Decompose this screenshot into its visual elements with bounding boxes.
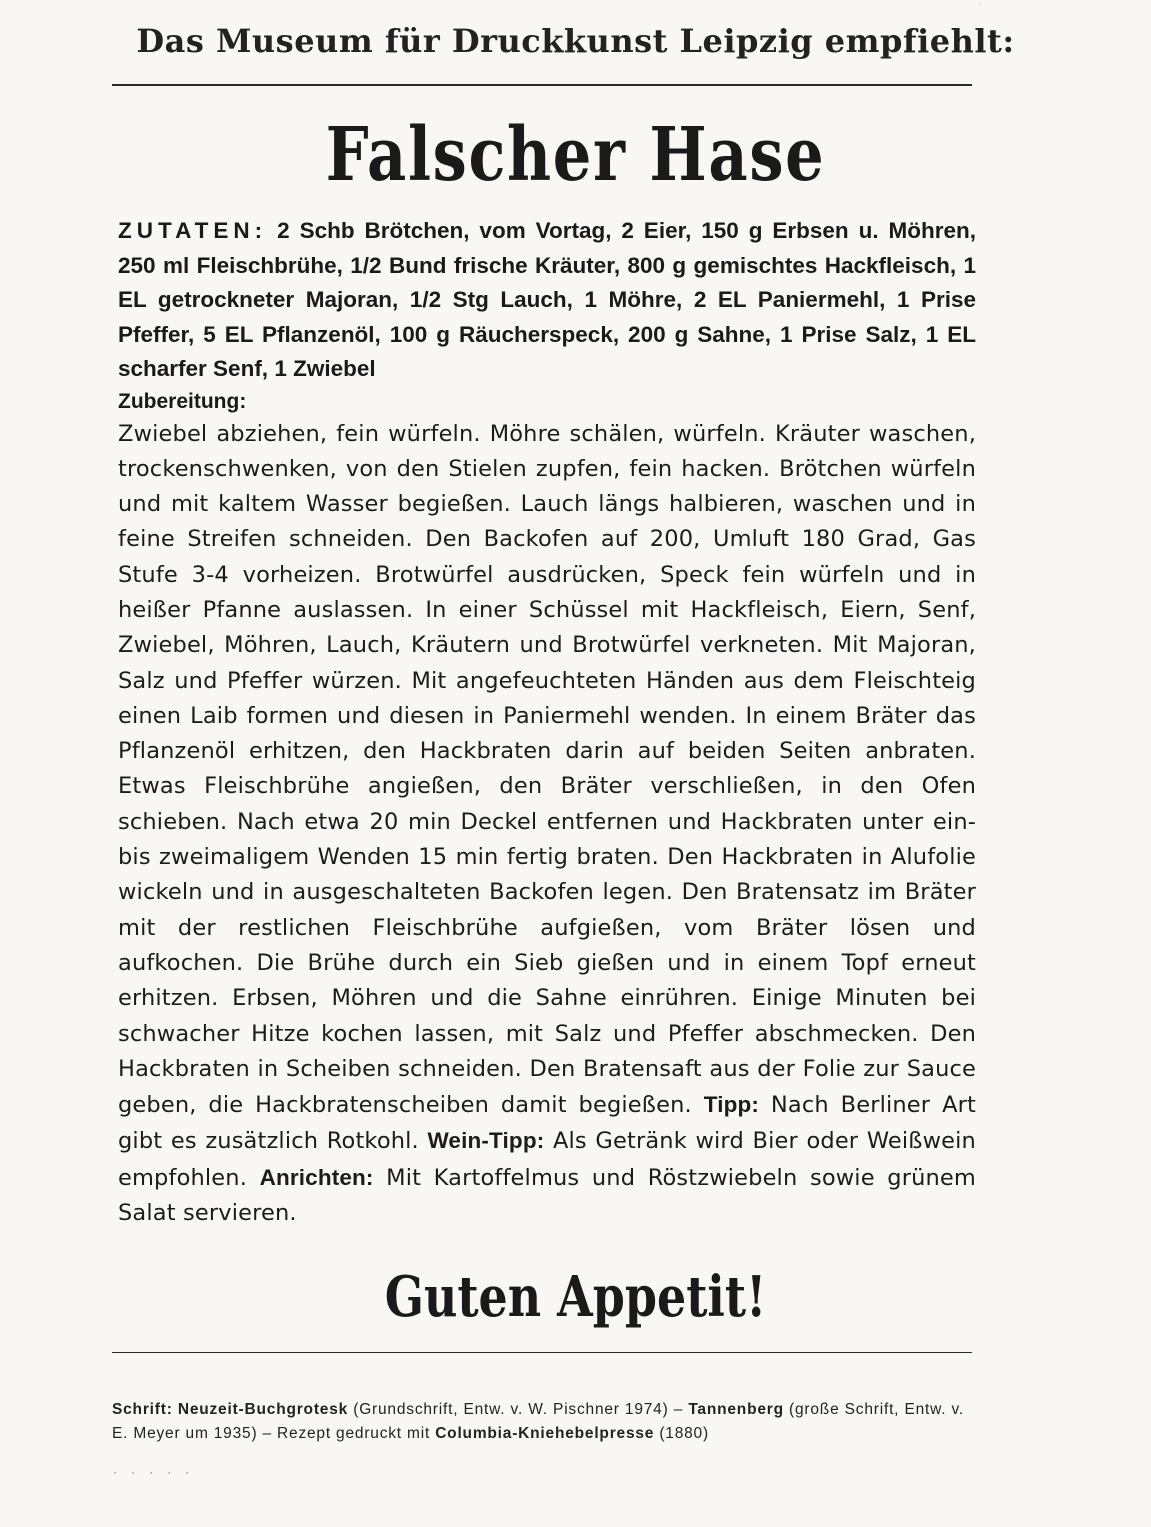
ingredients-label: ZUTATEN: [118,218,268,243]
font-label: Schrift: [112,1401,173,1418]
closing-greeting: Guten Appetit! [384,1264,767,1330]
serving-text: Mit Kartoffelmus und Röstzwiebeln sowie grünem Salat servieren. [118,1164,976,1227]
font-detail: (Grundschrift, Entw. v. W. Pischner 1974) – [353,1401,684,1418]
scan-speck: · [978,0,981,9]
font-name: Neuzeit-Buchgrotesk [177,1401,349,1418]
wine-tip-label: Wein-Tipp: [427,1128,545,1154]
ingredients-block [118,214,976,387]
tip-label: Tipp: [703,1092,760,1118]
preparation-text: Zwiebel abziehen, fein würfeln. Möhre schälen, würfeln. Kräuter waschen, trockenschwenken, von den Stielen zupfen, fein hacken. Brötchen würfeln und mit kaltem Wasser begießen. Lauch längs halbieren, waschen und in feine Streifen schneiden. Den Backofen auf 200, Umluft 180 Grad, Gas Stufe 3-4 vorheizen. Brotwürfel ausdrücken, Speck fein würfeln und in heißer Pfanne auslassen. In einer Schüssel mit Hackfleisch, Eiern, Senf, Zwiebel, Möhren, Lauch, Kräutern und Brotwürfel verkneten. Mit Majoran, Salz und Pfeffer würzen. Mit angefeuchteten Händen aus dem Fleischteig einen Laib formen und diesen in Paniermehl wenden. In einem Bräter das Pflanzenöl erhitzen, den Hackbraten darin auf beiden Seiten anbraten. Etwas Fleischbrühe angießen, den Bräter verschließen, in den Ofen schieben. Nach etwa 20 min Deckel entfernen und Hackbraten unter ein- bis zweimaligem Wenden 15 min fertig braten. Den Hackbraten in Alufolie wickeln und in ausgeschalteten Backofen legen. Den Bratensatz im Bräter mit der restlichen Fleischbrühe aufgießen, vom Bräter lösen und aufkochen. Die Brühe durch ein Sieb gießen und in einem Topf erneut erhitzen. Erbsen, Möhren und die Sahne einrühren. Einige Minuten bei schwacher Hitze kochen lassen, mit Salz und Pfeffer abschmecken. Den Hackbraten in Scheiben schneiden. Den Bratensaft aus der Folie zur Sauce geben, die Hackbratenscheiben damit begießen. [118,420,976,1119]
bottom-divider [112,1352,972,1353]
wine-tip-text: Als Getränk wird Bier oder Weißwein empfohlen. [118,1128,976,1191]
large-font-detail: (große Schrift, Entw. v. E. Meyer um 1935) – Rezept gedruckt mit [112,1401,965,1442]
top-divider [112,84,972,86]
preparation-block [118,417,976,1232]
tip-text: Nach Berliner Art gibt es zusätzlich Rotkohl. [118,1092,976,1155]
scan-specks: · · · · · [112,1468,194,1479]
press-name: Columbia-Kniehebelpresse [435,1425,655,1442]
recipe-title: Falscher Hase [325,112,826,198]
serving-label: Anrichten: [259,1164,374,1190]
museum-header: Das Museum für Druckkunst Leipzig empfiehlt: [136,22,1015,60]
recipe-content [118,214,976,1231]
preparation-heading: Zubereitung: [118,389,247,413]
colophon [112,1398,964,1446]
large-font-name: Tannenberg [688,1401,784,1418]
ingredients-text: 2 Schb Brötchen, vom Vortag, 2 Eier, 150 g Erbsen u. Möhren, 250 ml Fleischbrühe, 1/2 Bund frische Kräuter, 800 g gemischtes Hackfleisch, 1 EL getrockneter Majoran, 1/2 Stg Lauch, 1 Möhre, 2 EL Paniermehl, 1 Prise Pfeffer, 5 EL Pflanzenöl, 100 g Räucherspeck, 200 g Sahne, 1 Prise Salz, 1 EL scharfer Senf, 1 Zwiebel [118,218,976,381]
press-year: (1880) [659,1425,709,1442]
